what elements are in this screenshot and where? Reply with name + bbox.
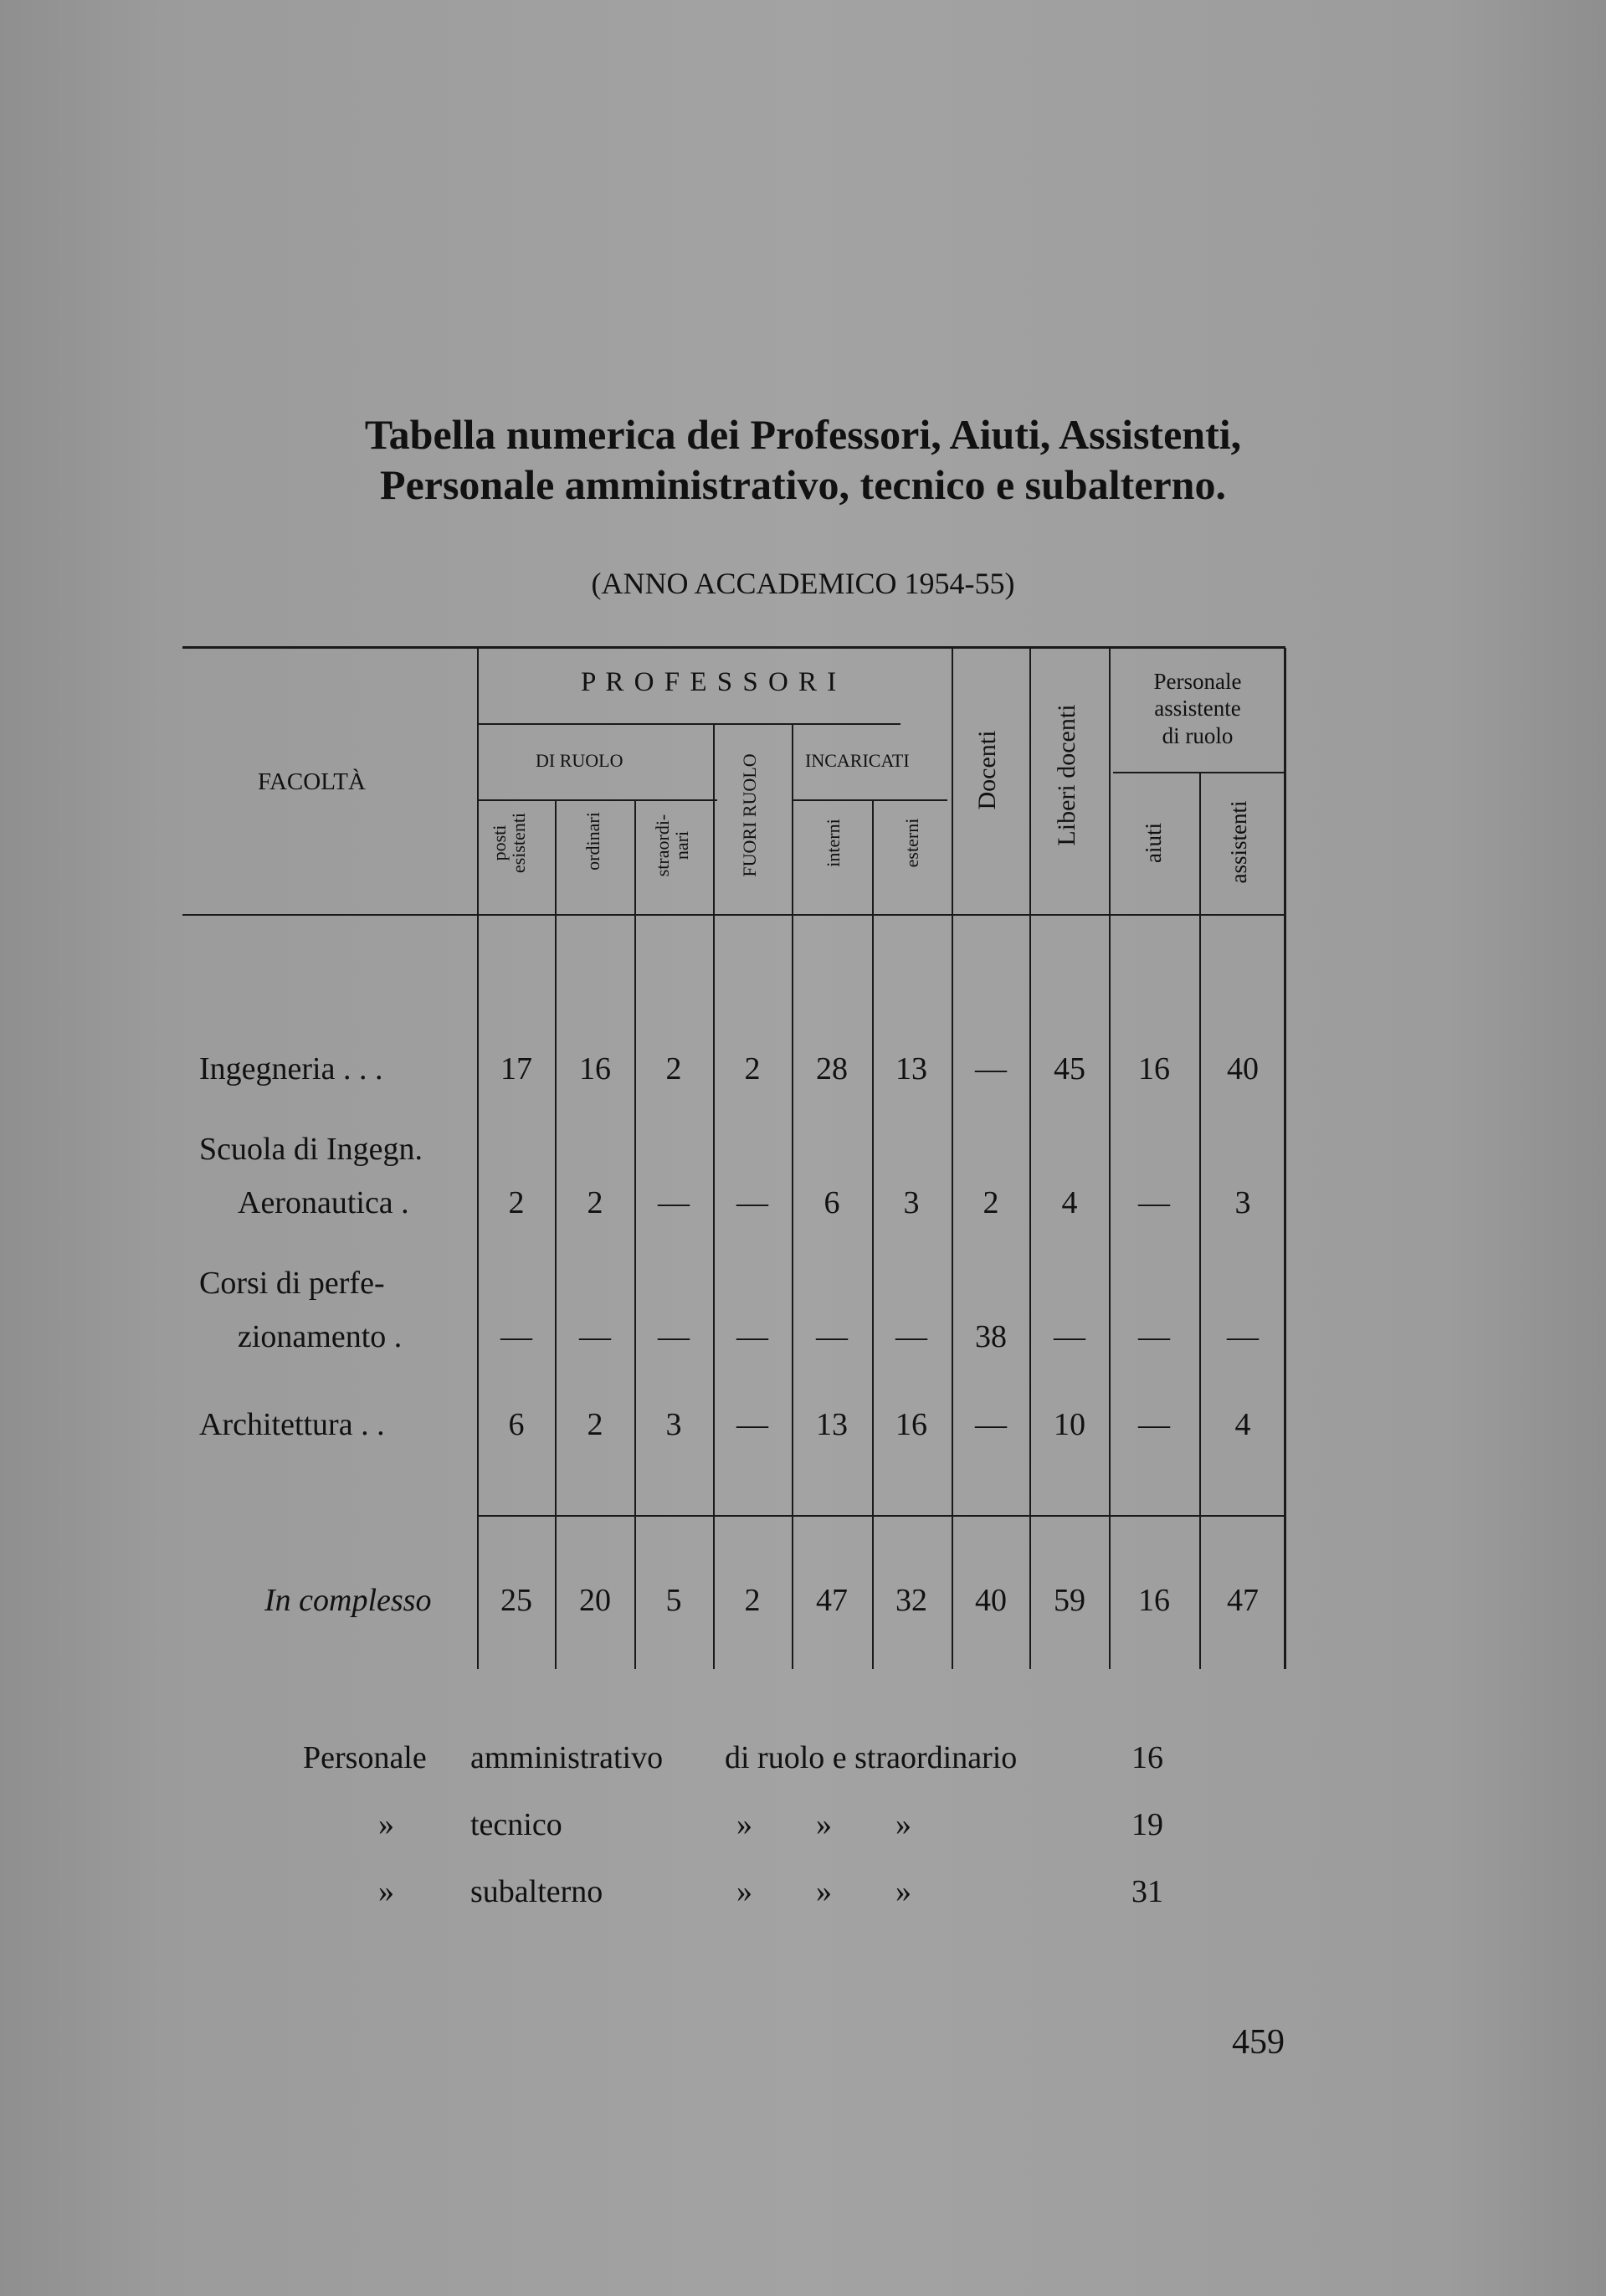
table-cell: — (1138, 1407, 1170, 1442)
header-di-ruolo: DI RUOLO (536, 750, 623, 771)
total-row-label: In complesso (264, 1583, 432, 1618)
page-number: 459 (1232, 2023, 1285, 2062)
header-nari: nari (671, 830, 693, 860)
header-liberi-docenti: Liberi docenti (1053, 704, 1080, 846)
header-esterni: esterni (901, 818, 922, 868)
staff-row-1-n: 16 (1131, 1740, 1163, 1775)
academic-year: (ANNO ACCADEMICO 1954-55) (591, 567, 1015, 600)
staff-row-3-b: subalterno (470, 1874, 603, 1909)
header-posti: posti (489, 824, 510, 861)
total-cell: 5 (665, 1583, 682, 1618)
header-aiuti: aiuti (1141, 823, 1166, 863)
header-professori: P R O F E S S O R I (581, 667, 839, 697)
col-rule (1199, 773, 1201, 1669)
header-straord: straordi- (652, 814, 673, 877)
row-label: Architettura . . (199, 1407, 385, 1442)
table-cell: 13 (816, 1407, 848, 1442)
header-facolta: FACOLTÀ (258, 768, 366, 795)
table-cell: 3 (665, 1407, 682, 1442)
table-cell: — (736, 1319, 768, 1354)
table-top-rule (182, 646, 1285, 649)
total-cell: 47 (1227, 1583, 1259, 1618)
col-rule (555, 799, 557, 1669)
table-cell: — (658, 1185, 690, 1220)
table-cell: — (500, 1319, 532, 1354)
table-cell: 28 (816, 1051, 848, 1086)
col-rule (1029, 648, 1031, 1669)
header-ordinari: ordinari (582, 812, 603, 871)
table-cell: 16 (1138, 1051, 1170, 1086)
table-cell: — (895, 1319, 927, 1354)
table-cell: 38 (975, 1319, 1007, 1354)
table-cell: — (1227, 1319, 1259, 1354)
col-rule (872, 799, 874, 1669)
row-label: zionamento . (238, 1319, 403, 1354)
total-cell: 25 (500, 1583, 532, 1618)
total-cell: 40 (975, 1583, 1007, 1618)
header-incaricati: INCARICATI (805, 750, 910, 771)
header-assistenti: assistenti (1226, 800, 1251, 884)
table-cell: — (736, 1185, 768, 1220)
row-label: Aeronautica . (238, 1185, 409, 1220)
staff-row-1-a: Personale (303, 1740, 427, 1775)
total-cell: 20 (579, 1583, 611, 1618)
header-fuori-ruolo: FUORI RUOLO (739, 753, 760, 877)
table-cell: — (1138, 1319, 1170, 1354)
staff-row-2-a: » (378, 1807, 394, 1842)
table-header-rule (182, 914, 1285, 916)
total-cell: 16 (1138, 1583, 1170, 1618)
table-cell: 6 (824, 1185, 840, 1220)
staff-row-3-c: » » » (736, 1874, 911, 1909)
total-cell: 32 (895, 1583, 927, 1618)
table-cell: — (975, 1051, 1007, 1086)
total-cell: 59 (1054, 1583, 1085, 1618)
table-cell: 17 (500, 1051, 532, 1086)
header-personale-line1: Personale (1153, 669, 1242, 694)
staff-row-1-c: di ruolo e straordinario (725, 1740, 1018, 1775)
table-cell: 3 (1234, 1185, 1251, 1220)
header-straordinari (653, 795, 691, 896)
staff-row-1-b: amministrativo (470, 1740, 664, 1775)
col-rule (634, 799, 636, 1669)
table-cell: 10 (1054, 1407, 1085, 1442)
header-posti-esistenti (490, 797, 528, 889)
row-label: Ingegneria . . . (199, 1051, 383, 1086)
header-interni: interni (823, 819, 844, 867)
row-label-line1: Corsi di perfe- (199, 1266, 385, 1301)
staff-row-3-a: » (378, 1874, 394, 1909)
header-docenti: Docenti (973, 730, 1001, 810)
table-cell: 16 (579, 1051, 611, 1086)
table-cell: 40 (1227, 1051, 1259, 1086)
table-cell: 2 (587, 1407, 603, 1442)
table-cell: — (736, 1407, 768, 1442)
row-label-line1: Scuola di Ingegn. (199, 1132, 423, 1167)
header-personale-line3: di ruolo (1162, 722, 1234, 748)
table-cell: — (816, 1319, 848, 1354)
professori-underline (479, 723, 900, 725)
header-personale-line2: assistente (1154, 696, 1241, 722)
incaricati-underline (792, 799, 947, 801)
table-total-rule (477, 1515, 1285, 1517)
table-cell: 6 (508, 1407, 525, 1442)
table-cell: 2 (744, 1051, 761, 1086)
table-cell: 13 (895, 1051, 927, 1086)
table-cell: — (658, 1319, 690, 1354)
table-cell: — (1054, 1319, 1085, 1354)
table-cell: 3 (903, 1185, 920, 1220)
table-right-rule (1284, 648, 1286, 1669)
table-cell: 4 (1234, 1407, 1251, 1442)
table-cell: — (579, 1319, 611, 1354)
table-cell: — (1138, 1185, 1170, 1220)
table-cell: 4 (1061, 1185, 1078, 1220)
col-rule (1109, 648, 1111, 1669)
table-cell: 2 (587, 1185, 603, 1220)
table-cell: 16 (895, 1407, 927, 1442)
title-line-2: Personale amministrativo, tecnico e subalterno. (380, 461, 1226, 508)
title-line-1: Tabella numerica dei Professori, Aiuti, Assistenti, (364, 411, 1242, 458)
table-cell: 2 (665, 1051, 682, 1086)
col-rule (952, 648, 953, 1669)
staff-row-2-c: » » » (736, 1807, 911, 1842)
col-rule (477, 648, 479, 1669)
table-cell: 2 (983, 1185, 999, 1220)
staff-row-2-b: tecnico (470, 1807, 562, 1842)
table-cell: 45 (1054, 1051, 1085, 1086)
table-cell: — (975, 1407, 1007, 1442)
total-cell: 47 (816, 1583, 848, 1618)
col-rule (792, 725, 793, 1669)
staff-row-3-n: 31 (1131, 1874, 1163, 1909)
staff-row-2-n: 19 (1131, 1807, 1163, 1842)
header-esistenti: esistenti (508, 812, 530, 874)
table-cell: 2 (508, 1185, 525, 1220)
total-cell: 2 (744, 1583, 761, 1618)
header-personale-assistente (1111, 668, 1285, 749)
